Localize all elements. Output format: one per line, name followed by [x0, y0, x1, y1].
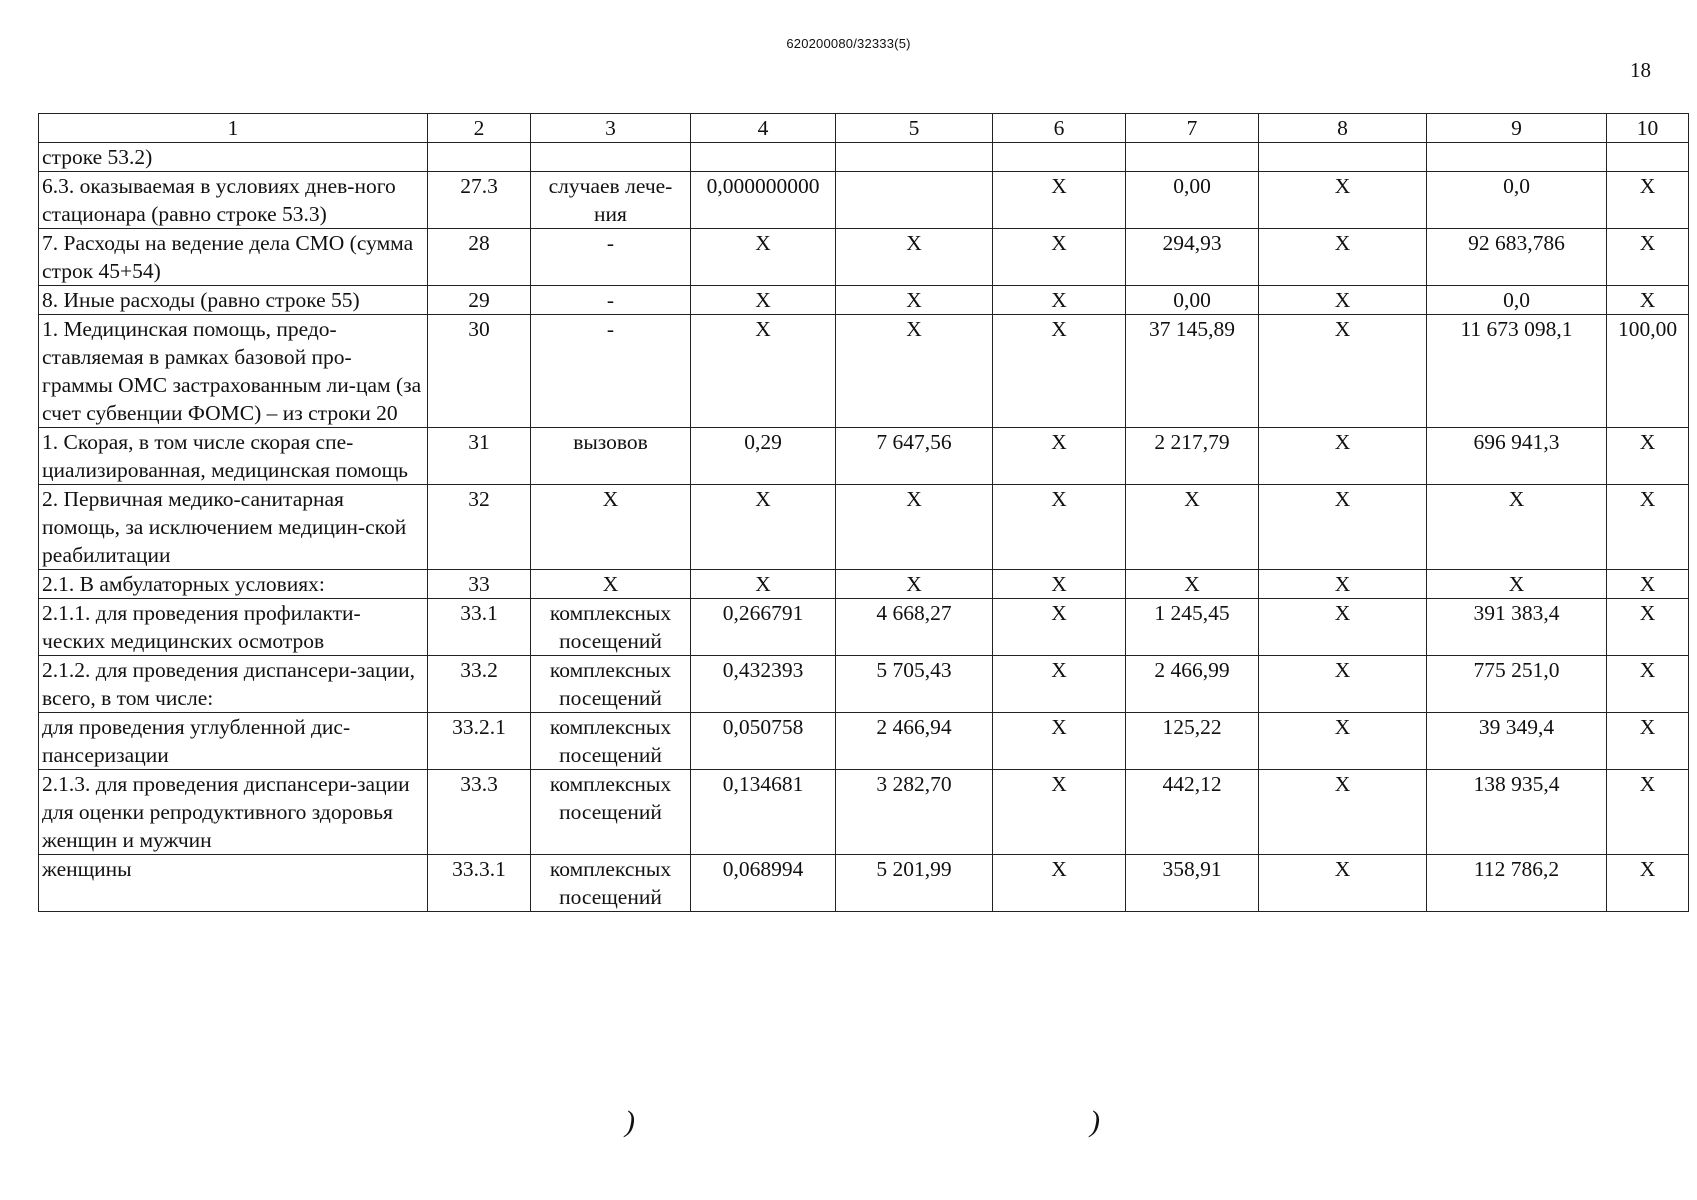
table-cell: X — [1259, 570, 1427, 599]
table-row — [39, 315, 1689, 428]
report-table — [38, 113, 1689, 912]
table-cell — [1607, 143, 1689, 172]
table-cell — [691, 143, 836, 172]
table-cell — [1126, 143, 1259, 172]
table-cell: 1. Скорая, в том числе скорая спе-циализированная, медицинская помощь — [39, 428, 428, 485]
table-cell: 2.1.2. для проведения диспансери-зации, всего, в том числе: — [39, 656, 428, 713]
column-header: 10 — [1607, 114, 1689, 143]
table-cell: X — [993, 770, 1126, 855]
table-cell: 92 683,786 — [1427, 229, 1607, 286]
column-header: 6 — [993, 114, 1126, 143]
table-cell: X — [993, 855, 1126, 912]
table-cell — [1259, 143, 1427, 172]
table-cell: 33 — [428, 570, 531, 599]
table-cell: X — [1126, 570, 1259, 599]
table-cell: женщины — [39, 855, 428, 912]
table-cell — [1427, 143, 1607, 172]
table-cell: 6.3. оказываемая в условиях днев-ного стационара (равно строке 53.3) — [39, 172, 428, 229]
table-cell: 3 282,70 — [836, 770, 993, 855]
table-cell: комплексных посещений — [531, 770, 691, 855]
table-cell: X — [993, 713, 1126, 770]
table-cell: 33.3 — [428, 770, 531, 855]
table-cell: X — [1259, 485, 1427, 570]
table-cell: 37 145,89 — [1126, 315, 1259, 428]
table-cell: X — [1427, 485, 1607, 570]
table-cell: X — [531, 570, 691, 599]
table-cell: X — [691, 229, 836, 286]
table-cell: X — [993, 599, 1126, 656]
table-cell: комплексных посещений — [531, 855, 691, 912]
table-cell: X — [1259, 315, 1427, 428]
table-cell: вызовов — [531, 428, 691, 485]
table-header-row — [39, 114, 1689, 143]
table-cell: 0,0 — [1427, 286, 1607, 315]
table-cell: для проведения углубленной дис-пансеризации — [39, 713, 428, 770]
table-row — [39, 172, 1689, 229]
table-row — [39, 428, 1689, 485]
table-cell: X — [836, 229, 993, 286]
table-cell: X — [993, 315, 1126, 428]
table-cell: 0,266791 — [691, 599, 836, 656]
table-cell: X — [1259, 229, 1427, 286]
table-cell: X — [1607, 286, 1689, 315]
table-cell: X — [993, 229, 1126, 286]
table-cell: X — [1607, 855, 1689, 912]
table-row — [39, 713, 1689, 770]
table-cell: - — [531, 315, 691, 428]
table-cell: 125,22 — [1126, 713, 1259, 770]
table-cell: X — [1607, 599, 1689, 656]
table-cell: X — [1607, 485, 1689, 570]
table-cell: 32 — [428, 485, 531, 570]
table-cell: 138 935,4 — [1427, 770, 1607, 855]
table-cell: 2 466,94 — [836, 713, 993, 770]
table-cell: 5 201,99 — [836, 855, 993, 912]
page-number: 18 — [1630, 58, 1651, 82]
table-cell: X — [1607, 428, 1689, 485]
table-cell: 1. Медицинская помощь, предо-ставляемая в рамках базовой про-граммы ОМС застрахованным ли-цам (за счет субвенции ФОМС) – из строки 20 — [39, 315, 428, 428]
table-cell: 0,432393 — [691, 656, 836, 713]
table-cell: 112 786,2 — [1427, 855, 1607, 912]
table-cell: 7 647,56 — [836, 428, 993, 485]
table-cell: случаев лече-ния — [531, 172, 691, 229]
table-cell: 0,050758 — [691, 713, 836, 770]
table-cell: 7. Расходы на ведение дела СМО (сумма строк 45+54) — [39, 229, 428, 286]
table-cell: 100,00 — [1607, 315, 1689, 428]
table-cell: X — [691, 315, 836, 428]
table-cell: 33.2.1 — [428, 713, 531, 770]
table-cell: 2 466,99 — [1126, 656, 1259, 713]
table-cell: X — [836, 485, 993, 570]
table-cell: 2.1. В амбулаторных условиях: — [39, 570, 428, 599]
table-cell: 442,12 — [1126, 770, 1259, 855]
table-cell: комплексных посещений — [531, 713, 691, 770]
table-cell: X — [1607, 229, 1689, 286]
table-row — [39, 286, 1689, 315]
table-cell: X — [1259, 770, 1427, 855]
table-cell: X — [1259, 428, 1427, 485]
table-cell: 358,91 — [1126, 855, 1259, 912]
footer-mark-right: ) — [1090, 1105, 1100, 1138]
column-header: 3 — [531, 114, 691, 143]
table-row — [39, 656, 1689, 713]
table-cell: X — [1126, 485, 1259, 570]
table-cell: 4 668,27 — [836, 599, 993, 656]
table-cell — [531, 143, 691, 172]
table-cell: X — [1259, 656, 1427, 713]
footer-mark-left: ) — [625, 1105, 635, 1138]
table-cell: X — [1607, 656, 1689, 713]
table-cell: 2 217,79 — [1126, 428, 1259, 485]
table-cell: X — [1259, 172, 1427, 229]
table-cell: 0,00 — [1126, 172, 1259, 229]
table-cell: X — [691, 570, 836, 599]
table-row — [39, 855, 1689, 912]
document-id: 620200080/32333(5) — [786, 36, 911, 51]
table-cell: комплексных посещений — [531, 656, 691, 713]
table-cell: X — [993, 286, 1126, 315]
table-cell: 27.3 — [428, 172, 531, 229]
table-cell: 0,29 — [691, 428, 836, 485]
column-header: 4 — [691, 114, 836, 143]
table-cell: строке 53.2) — [39, 143, 428, 172]
table-cell — [428, 143, 531, 172]
table-row — [39, 599, 1689, 656]
table-cell: 0,00 — [1126, 286, 1259, 315]
table-cell: 391 383,4 — [1427, 599, 1607, 656]
table-cell: X — [1607, 570, 1689, 599]
table-cell: 696 941,3 — [1427, 428, 1607, 485]
table-cell: 30 — [428, 315, 531, 428]
table-cell: 29 — [428, 286, 531, 315]
table-cell: 33.1 — [428, 599, 531, 656]
table-cell: X — [993, 172, 1126, 229]
table-cell: 775 251,0 — [1427, 656, 1607, 713]
table-cell: - — [531, 229, 691, 286]
table-cell: X — [836, 286, 993, 315]
table-cell: 0,0 — [1427, 172, 1607, 229]
table-row — [39, 770, 1689, 855]
table-cell: X — [1259, 713, 1427, 770]
table-cell: 294,93 — [1126, 229, 1259, 286]
table-body — [39, 143, 1689, 912]
table-cell: 33.2 — [428, 656, 531, 713]
table-cell: 11 673 098,1 — [1427, 315, 1607, 428]
table-cell: 1 245,45 — [1126, 599, 1259, 656]
table-cell: X — [993, 428, 1126, 485]
table-cell: X — [1607, 172, 1689, 229]
table-cell: X — [1427, 570, 1607, 599]
column-header: 8 — [1259, 114, 1427, 143]
table-cell: 2.1.1. для проведения профилакти-ческих медицинских осмотров — [39, 599, 428, 656]
column-header: 9 — [1427, 114, 1607, 143]
table-cell — [836, 172, 993, 229]
table-cell: 33.3.1 — [428, 855, 531, 912]
table-cell: X — [1259, 855, 1427, 912]
table-cell: X — [993, 656, 1126, 713]
table-cell: 5 705,43 — [836, 656, 993, 713]
table-cell: 2. Первичная медико-санитарная помощь, за исключением медицин-ской реабилитации — [39, 485, 428, 570]
table-cell: 0,134681 — [691, 770, 836, 855]
column-header: 7 — [1126, 114, 1259, 143]
table-cell: X — [531, 485, 691, 570]
table-cell: X — [691, 485, 836, 570]
table-cell: X — [993, 485, 1126, 570]
table-cell: 0,068994 — [691, 855, 836, 912]
table-cell: 39 349,4 — [1427, 713, 1607, 770]
table-cell: X — [1259, 286, 1427, 315]
table-cell: - — [531, 286, 691, 315]
table-cell: X — [1607, 770, 1689, 855]
table-cell: комплексных посещений — [531, 599, 691, 656]
table-row — [39, 229, 1689, 286]
table-row — [39, 485, 1689, 570]
table-cell: 28 — [428, 229, 531, 286]
table-cell: 8. Иные расходы (равно строке 55) — [39, 286, 428, 315]
table-row — [39, 143, 1689, 172]
table-cell: 31 — [428, 428, 531, 485]
table-row — [39, 570, 1689, 599]
table-cell: X — [836, 315, 993, 428]
table-cell — [993, 143, 1126, 172]
table-cell: X — [691, 286, 836, 315]
table-cell: 0,000000000 — [691, 172, 836, 229]
table-cell — [836, 143, 993, 172]
table-cell: 2.1.3. для проведения диспансери-зации для оценки репродуктивного здоровья женщин и мужчин — [39, 770, 428, 855]
table-cell: X — [1259, 599, 1427, 656]
column-header: 5 — [836, 114, 993, 143]
column-header: 1 — [39, 114, 428, 143]
table-cell: X — [993, 570, 1126, 599]
column-header: 2 — [428, 114, 531, 143]
table-cell: X — [836, 570, 993, 599]
table-cell: X — [1607, 713, 1689, 770]
